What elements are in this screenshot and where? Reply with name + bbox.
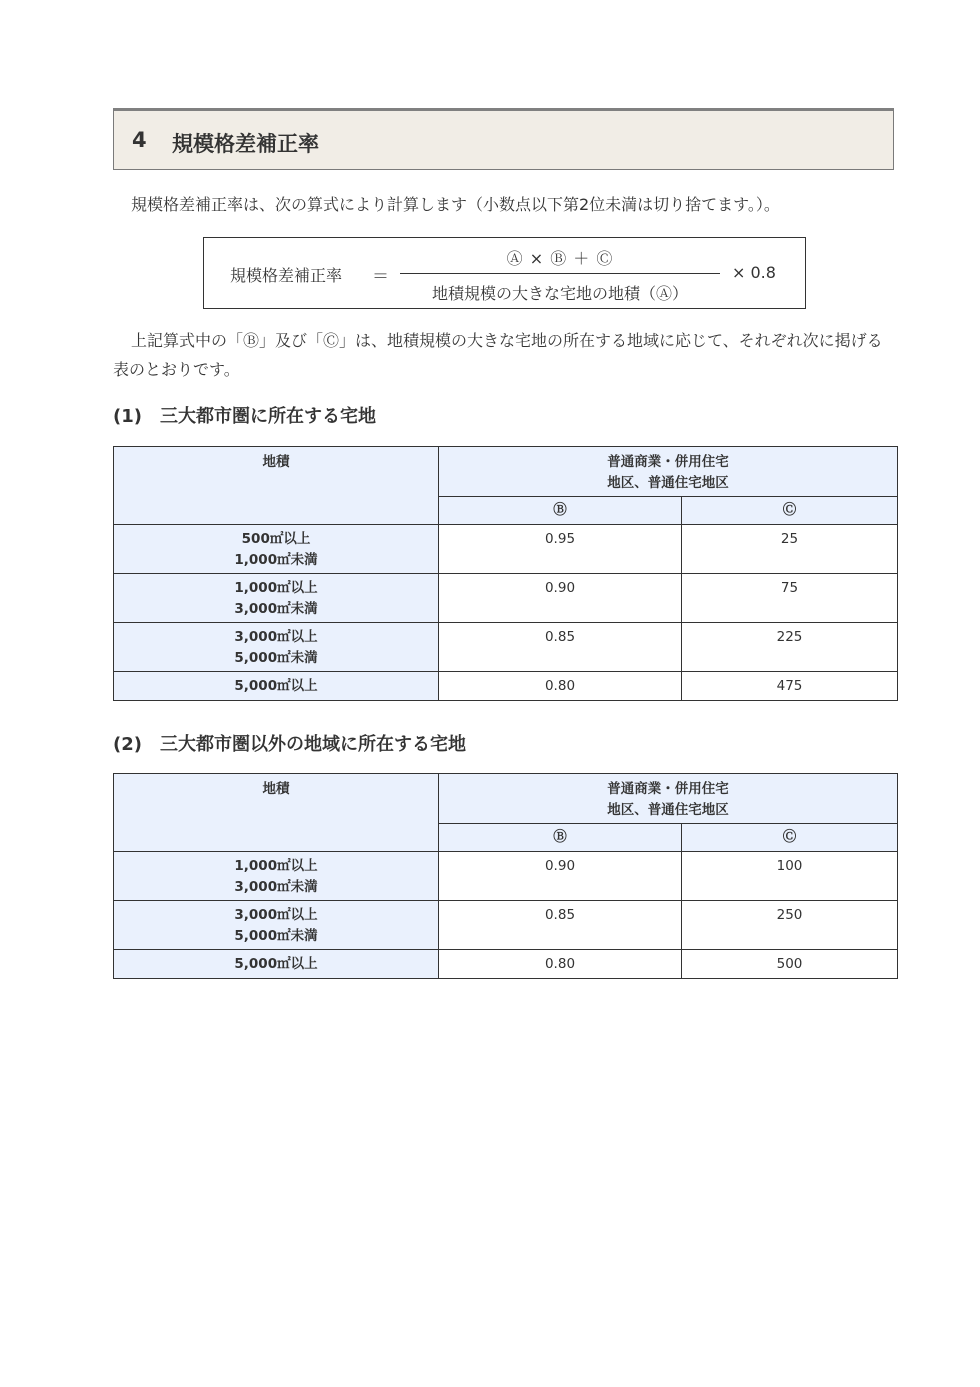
area-cell: 5,000㎡以上 [114,950,439,979]
b-value: 0.90 [439,574,682,623]
b-value: 0.90 [439,852,682,901]
area-cell: 5,000㎡以上 [114,672,439,701]
table-row [114,623,898,672]
fraction-bar [400,273,720,274]
area-cell: 1,000㎡以上 3,000㎡未満 [114,852,439,901]
section1-title: (1) 三大都市圏に所在する宅地 [113,406,376,427]
area-cell: 3,000㎡以上 5,000㎡未満 [114,901,439,950]
header-area: 地積 [114,447,439,525]
table-row [114,574,898,623]
table-row [114,672,898,701]
formula-numerator: Ⓐ × Ⓑ ＋ Ⓒ [506,249,614,268]
heading-title: 規模格差補正率 [172,132,319,156]
table-row [114,901,898,950]
table-row [114,525,898,574]
c-value: 475 [682,672,898,701]
c-value: 250 [682,901,898,950]
b-value: 0.80 [439,950,682,979]
formula-denominator: 地積規模の大きな宅地の地積（Ⓐ） [431,284,688,303]
area-cell: 500㎡以上 1,000㎡未満 [114,525,439,574]
formula-multiplier: × 0.8 [732,263,776,282]
section2-table [113,773,898,979]
formula-box [203,237,806,309]
intro-paragraph: 規模格差補正率は、次の算式により計算します（小数点以下第2位未満は切り捨てます。）。 [131,195,780,214]
c-value: 75 [682,574,898,623]
formula-equals: ＝ [372,267,389,287]
header-area: 地積 [114,774,439,852]
section1-table [113,446,898,701]
section2-title: (2) 三大都市圏以外の地域に所在する宅地 [113,734,466,755]
heading-number: 4 [132,128,147,152]
c-value: 500 [682,950,898,979]
area-cell: 1,000㎡以上 3,000㎡未満 [114,574,439,623]
header-b: Ⓑ [439,824,682,852]
formula-lhs: 規模格差補正率 [230,266,343,285]
header-district: 普通商業・併用住宅 地区、普通住宅地区 [439,774,898,824]
area-cell: 3,000㎡以上 5,000㎡未満 [114,623,439,672]
header-b: Ⓑ [439,497,682,525]
header-district: 普通商業・併用住宅 地区、普通住宅地区 [439,447,898,497]
header-c: Ⓒ [682,497,898,525]
c-value: 25 [682,525,898,574]
table-row [114,852,898,901]
b-value: 0.85 [439,623,682,672]
table-row [114,950,898,979]
c-value: 100 [682,852,898,901]
c-value: 225 [682,623,898,672]
explanation-paragraph: 上記算式中の「Ⓑ」及び「Ⓒ」は、地積規模の大きな宅地の所在する地域に応じて、それぞれ次に掲げる表のとおりです。 [113,331,883,379]
section-heading [113,108,894,170]
header-c: Ⓒ [682,824,898,852]
b-value: 0.85 [439,901,682,950]
b-value: 0.95 [439,525,682,574]
b-value: 0.80 [439,672,682,701]
